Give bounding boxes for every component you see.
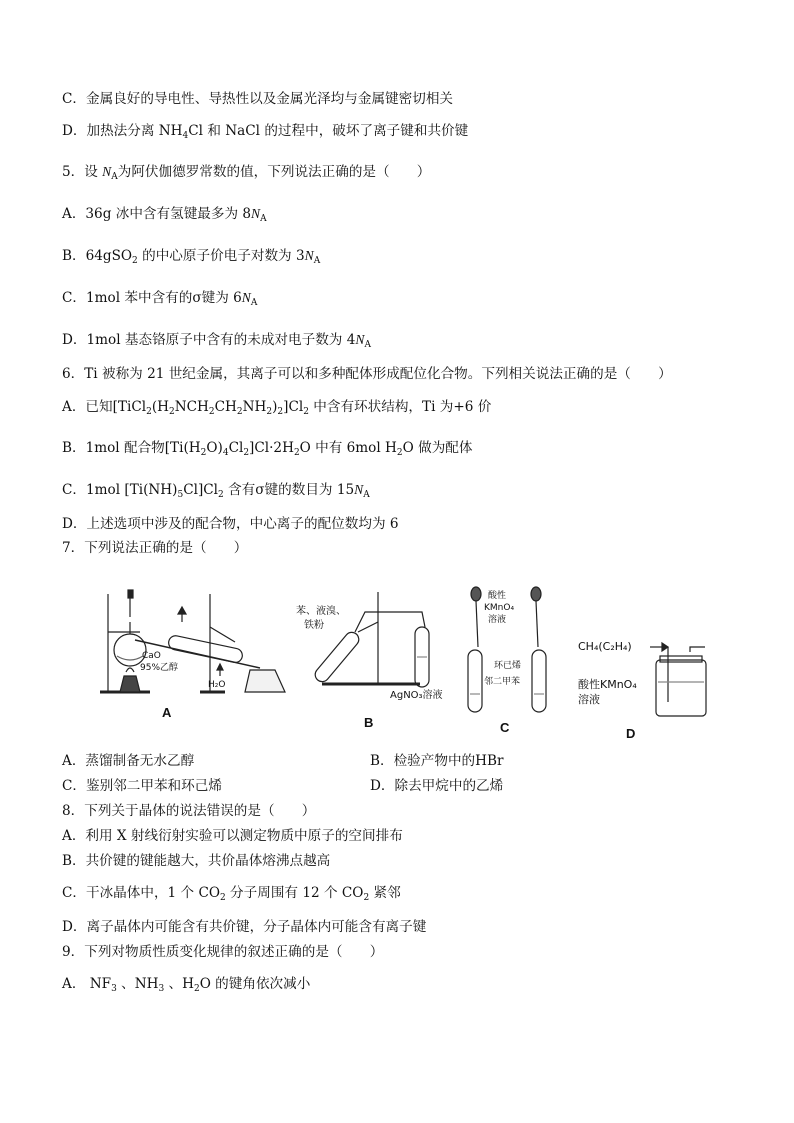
q9-stem: 9．下列对物质性质变化规律的叙述正确的是（ ）: [62, 944, 384, 960]
figD-label: D: [626, 726, 636, 741]
figC-xylene: 邻二甲苯: [484, 677, 521, 687]
q7-option-a: A．蒸馏制备无水乙醇: [62, 753, 195, 769]
figD-gas: CH₄(C₂H₄): [578, 640, 632, 653]
q5-option-b: B．64gSO$_2$ 的中心原子价电子对数为 $3N_A$: [62, 248, 321, 266]
figA-water: H₂O: [208, 680, 226, 690]
figD-sol2: 溶液: [578, 693, 600, 706]
figA-label: A: [162, 705, 172, 720]
figC-cyclohexene: 环已烯: [494, 661, 522, 671]
figD-sol1: 酸性KMnO₄: [578, 678, 637, 691]
figB-reagent2: 铁粉: [304, 620, 324, 631]
figA-cao: CaO: [142, 651, 161, 661]
q4-option-c: C．金属良好的导电性、导热性以及金属光泽均与金属键密切相关: [62, 91, 454, 107]
q7-apparatus-figure: [90, 572, 730, 750]
q7-option-d: D．除去甲烷中的乙烯: [370, 778, 504, 794]
q5-stem: 5．设 $N_A$为阿伏伽德罗常数的值，下列说法正确的是（ ）: [62, 164, 431, 182]
q5-option-a: A．36g 冰中含有氢键最多为 $8N_A$: [62, 206, 267, 224]
figC-kmno4-3: 溶液: [488, 615, 507, 625]
figB-reagent1: 苯、液溴、: [296, 606, 346, 617]
q8-stem: 8．下列关于晶体的说法错误的是（ ）: [62, 803, 316, 819]
q6-option-b: B．1mol 配合物$[Ti(H_2O)_4Cl_2]Cl\cdot 2H_2O$ 中有 6mol $H_2O$ 做为配体: [62, 440, 473, 458]
figC-kmno4-2: KMnO₄: [484, 603, 515, 613]
q6-option-a: A．已知$[TiCl_2(H_2NCH_2CH_2NH_2)_2]Cl_2$ 中含有环状结构，Ti 为+6 价: [62, 399, 492, 417]
figB-label: B: [364, 715, 374, 730]
q7-stem: 7．下列说法正确的是（ ）: [62, 540, 248, 556]
figA-ethanol: 95%乙醇: [140, 663, 179, 673]
q6-option-c: C．1mol $[Ti(NH)_5Cl]Cl_2$ 含有σ键的数目为 $15N_A$: [62, 482, 370, 500]
figB-agno3: AgNO₃溶液: [390, 690, 443, 701]
figC-kmno4-1: 酸性: [488, 591, 507, 601]
figC-label: C: [500, 720, 510, 735]
apparatus-a: [100, 590, 285, 720]
q7-option-c: C．鉴别邻二甲苯和环己烯: [62, 778, 222, 794]
q8-option-c: C．干冰晶体中，1 个 $CO_2$ 分子周围有 12 个 $CO_2$ 紧邻: [62, 885, 401, 903]
q6-option-d: D．上述选项中涉及的配合物，中心离子的配位数均为 6: [62, 516, 399, 532]
q5-option-c: C．1mol 苯中含有的σ键为 $6N_A$: [62, 290, 258, 308]
q7-option-b: B．检验产物中的HBr: [370, 753, 504, 769]
apparatus-b: [296, 592, 443, 730]
q4-option-d: D．加热法分离 $NH_4Cl$ 和 NaCl 的过程中，破坏了离子键和共价键: [62, 123, 469, 141]
q8-option-d: D．离子晶体内可能含有共价键，分子晶体内可能含有离子键: [62, 919, 427, 935]
apparatus-c: [468, 587, 546, 735]
q8-option-b: B．共价键的键能越大，共价晶体熔沸点越高: [62, 853, 331, 869]
q9-option-a: A． $NF_3$ 、$NH_3$ 、$H_2O$ 的键角依次减小: [62, 976, 311, 994]
apparatus-d: [578, 640, 706, 741]
q5-option-d: D．1mol 基态铬原子中含有的未成对电子数为 $4N_A$: [62, 332, 371, 350]
q8-option-a: A．利用 X 射线衍射实验可以测定物质中原子的空间排布: [62, 828, 403, 844]
q6-stem: 6．Ti 被称为 21 世纪金属，其离子可以和多种配体形成配位化合物。下列相关说法正确的是（ ）: [62, 366, 672, 382]
